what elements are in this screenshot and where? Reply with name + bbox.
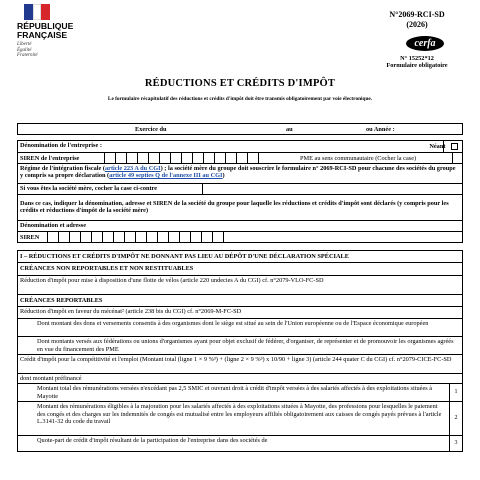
republic-name (17, 22, 87, 40)
line-flotte-velos[interactable] (17, 276, 463, 295)
mandatory-label: Formulaire obligatoire (386, 62, 448, 70)
exercice-du-label: Exercice du (135, 126, 167, 133)
flotte-velos-label: Réduction d'impôt pour mise à disposition d'une flotte de vélos (article 220 undecies A du CGI) cf. n°2079-VLO-FC-SD (20, 276, 324, 284)
form-number: N°2069-RCI-SD (389, 10, 445, 19)
au-label: au (286, 126, 293, 133)
motto (17, 42, 87, 59)
republic-line-1: RÉPUBLIQUE (17, 21, 74, 31)
line-mecenat[interactable] (17, 307, 463, 319)
cerfa-logo: cerfa (406, 36, 444, 51)
denomination-label: Dénomination de l'entreprise : (20, 142, 102, 149)
neant-checkbox[interactable] (451, 143, 458, 150)
dans-ce-cas-row (17, 195, 463, 221)
siren-row (17, 153, 463, 164)
creances-reportables: CRÉANCES REPORTABLES (17, 295, 463, 307)
pme-label: PME au sens communautaire (Cocher la case) (300, 155, 417, 162)
mayotte-label: Montant total des rémunérations versées n'excédant pas 2,5 SMIC et ouvrant droit à crédit d'impôt versées à des salariés affectés à des exploitations situées à Mayotte (37, 385, 433, 400)
mere-checkbox[interactable] (202, 184, 203, 194)
siren-input[interactable] (104, 153, 269, 163)
mere-label: Si vous êtes la société mère, cocher la case ci-contre (20, 185, 158, 192)
line-mayotte[interactable] (17, 384, 463, 402)
republique-logo (17, 4, 87, 59)
siren-label: SIREN de l'entreprise (20, 155, 80, 162)
line-dons-ue[interactable] (17, 319, 463, 337)
line-number-1: 1 (449, 384, 462, 401)
regime-text-c: ) (222, 172, 225, 180)
neant-group (429, 143, 458, 150)
quote-part-label: Quote-part de crédit d'impôt résultant de la participation de l'entreprise dans des sociétés de (37, 437, 268, 445)
dans-ce-cas-text: Dans ce cas, indiquer la dénomination, adresse et SIREN de la société du groupe pour laquelle les réductions et crédits d'impôt sont déclarés (y compris pour les crédits et réductions d'impôt de la société mère) (20, 200, 449, 215)
exercice-row (17, 124, 463, 135)
page-title: RÉDUCTIONS ET CRÉDITS D'IMPÔT (144, 78, 336, 89)
neant-label: Néant (429, 143, 446, 150)
siren-group-label: SIREN (20, 234, 40, 241)
siren-group-row (17, 232, 463, 243)
motto-liberte: Liberté (17, 42, 32, 47)
pme-checkbox[interactable] (452, 153, 453, 163)
denom-adresse-row[interactable] (17, 221, 463, 232)
regime-row (17, 164, 463, 184)
denom-adresse-label: Dénomination et adresse (20, 222, 86, 229)
regime-text-a: Régime de l'intégration fiscale ( (20, 165, 105, 172)
french-flag-icon (24, 4, 50, 20)
regime-text-b: ) ; la société mère du groupe doit souscrire le formulaire n° 2069-RCI-SD pour chacune des sociétés du groupe y compris sa propre déclaration ( (20, 165, 456, 180)
denomination-row (17, 141, 463, 153)
cerfa-number: N° 15252*12 (400, 55, 434, 62)
line-number-3: 3 (449, 436, 462, 451)
cice-label: Crédit d'impôt pour la compétitivité et l'emploi (Montant total (ligne 1 × 9 %³) + (ligne 2 × 9 %³) x 10/90 + ligne 3) (article 244 quater C du CGI) cf. n°2079-CICE-FC-SD (20, 356, 452, 364)
line-quote-part[interactable] (17, 436, 463, 452)
majoration-label: Montant des rémunérations éligibles à la majoration pour les salariés affectés à des exploitations situées à Mayotte, des professions pour lesquelles le paiement des congés et des charges sur les indemnités de congés est mutualisé entre les employeurs affiliés obligatoirement aux caisses de congés payés prévues à l'article L.3141-32 du code du travail (37, 403, 442, 426)
republic-line-2: FRANÇAISE (17, 30, 68, 40)
form-year: (2026) (406, 20, 428, 29)
motto-fraternite: Fraternité (17, 53, 38, 58)
mere-row (17, 184, 463, 195)
cerfa-info (372, 55, 462, 70)
prefinance-label: dont montant préfinancé (20, 375, 82, 383)
line-dons-federations[interactable] (17, 337, 463, 355)
line-prefinance[interactable] (17, 374, 463, 384)
motto-egalite: Égalité (17, 47, 32, 53)
line-majoration[interactable] (17, 402, 463, 436)
dons-federations-label: Dont montants versés aux fédérations ou unions d'organismes ayant pour objet exclusif de fédérer, d'organiser, de représenter et de promouvoir les organismes agréés en vue du financement des PME (37, 338, 454, 353)
declaration-form (17, 123, 463, 452)
line-cice[interactable] (17, 355, 463, 374)
spacer (17, 243, 463, 251)
page-subtitle: Le formulaire récapitulatif des réductions et crédits d'impôt doit être transmis obligatoirement par voie électronique. (107, 96, 373, 102)
mecenat-label: Réduction d'impôt en faveur du mécénat² (article 238 bis du CGI) cf. n°2069-M-FC-SD (20, 308, 242, 316)
dons-ue-label: Dont montant des dons et versements consentis à des organismes dont le siège est situé au sein de l'Union européenne ou de l'Espace économique européen (37, 320, 429, 328)
article-49-link[interactable]: article 49 septies Q de l'annexe III au CGI (109, 172, 223, 180)
line-number-2: 2 (449, 402, 462, 435)
section-1-title: I – RÉDUCTIONS ET CRÉDITS D'IMPÔT NE DONNANT PAS LIEU AU DÉPÔT D'UNE DÉCLARATION SPÉCIALE (17, 251, 463, 263)
creances-non-reportables: CRÉANCES NON REPORTABLES ET NON RESTITUABLES (17, 263, 463, 275)
article-223a-link[interactable]: article 223 A du CGI (105, 165, 161, 172)
ou-annee-label: ou Année : (366, 126, 395, 133)
siren-group-input[interactable] (47, 232, 234, 242)
form-number-block (372, 10, 462, 30)
